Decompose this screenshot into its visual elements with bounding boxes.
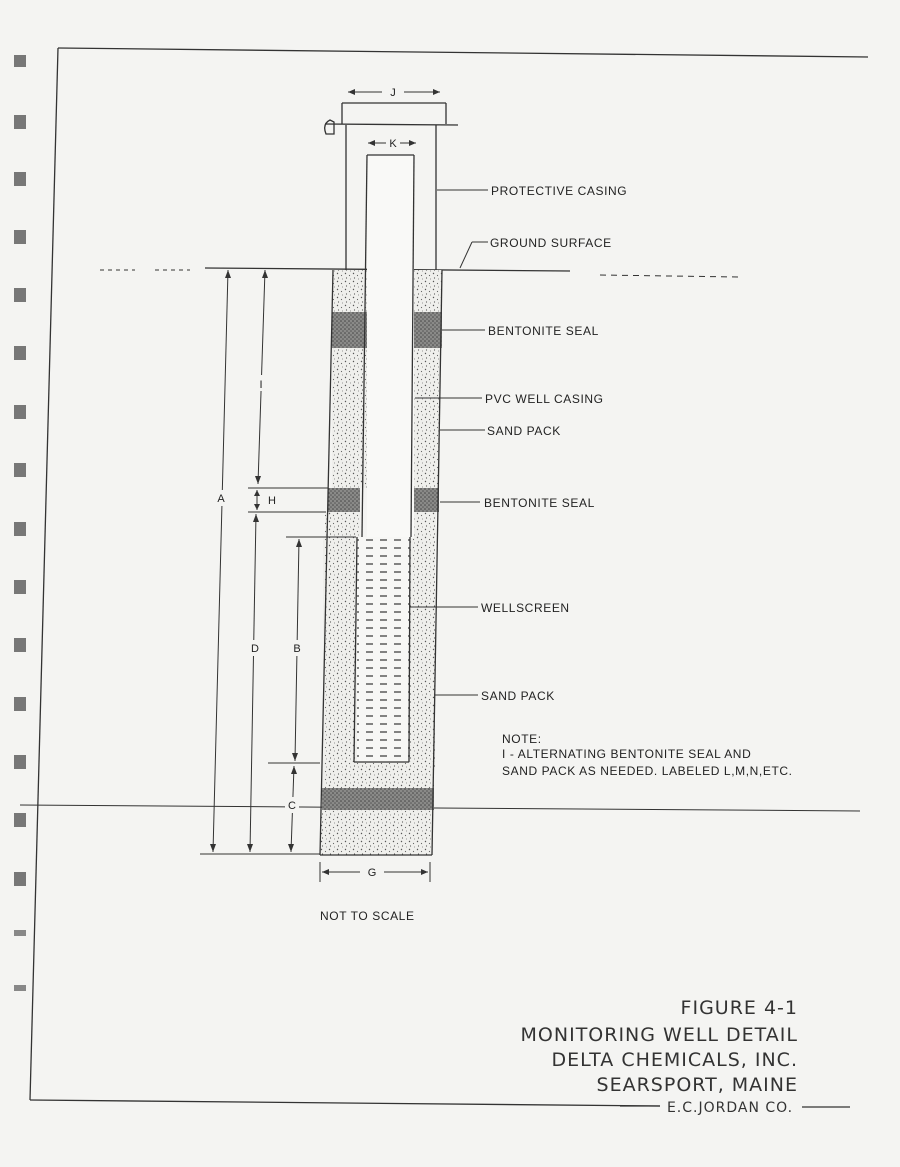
company-name: DELTA CHEMICALS, INC.: [551, 1049, 798, 1071]
dimension-j: [348, 87, 440, 99]
dimension-k: [368, 138, 416, 150]
not-to-scale-note: NOT TO SCALE: [320, 909, 415, 923]
annulus-sand-pack-base: [320, 810, 432, 855]
label-bentonite-seal-middle: BENTONITE SEAL: [484, 496, 595, 510]
dimension-h: [248, 488, 328, 512]
dim-b-label: B: [293, 643, 301, 655]
figure-number: FIGURE 4-1: [680, 997, 798, 1019]
label-pvc-well-casing: PVC WELL CASING: [485, 392, 604, 406]
bentonite-seal-bottom: [322, 788, 434, 810]
dim-a-label: A: [217, 493, 225, 505]
dimension-a: [210, 270, 231, 852]
annulus-sand-pack-upper-right: [412, 270, 442, 488]
label-sand-pack-lower: SAND PACK: [481, 689, 555, 703]
protective-casing-cap: [325, 103, 458, 134]
note-block: [502, 732, 793, 778]
dim-i-label: I: [259, 379, 263, 391]
dimension-c: [200, 766, 320, 854]
note-line-2: SAND PACK AS NEEDED. LABELED L,M,N,ETC.: [502, 764, 793, 778]
dimension-i: [254, 270, 268, 484]
figure-title: MONITORING WELL DETAIL: [520, 1024, 798, 1046]
dim-k-label: K: [389, 138, 397, 150]
site-location: SEARSPORT, MAINE: [596, 1074, 798, 1096]
note-heading: NOTE:: [502, 732, 542, 746]
note-line-1: I - ALTERNATING BENTONITE SEAL AND: [502, 747, 752, 761]
label-bentonite-seal-upper: BENTONITE SEAL: [488, 324, 599, 338]
dim-j-label: J: [390, 87, 396, 99]
title-block: [521, 997, 850, 1116]
wellscreen: [354, 537, 410, 762]
sheet-border: [20, 48, 868, 1106]
firm-name: E.C.JORDAN CO.: [666, 1100, 794, 1116]
annulus-sand-pack-upper-left: [332, 270, 367, 488]
dimension-d: [247, 514, 261, 852]
dim-d-label: D: [251, 643, 259, 655]
label-sand-pack-upper: SAND PACK: [487, 424, 561, 438]
binder-marks: [14, 55, 26, 991]
pvc-well-casing: [362, 155, 414, 538]
dim-g-label: G: [367, 867, 377, 879]
dim-c-label: C: [288, 800, 296, 812]
label-ground-surface: GROUND SURFACE: [490, 236, 612, 250]
dim-h-label: H: [268, 495, 276, 507]
label-wellscreen: WELLSCREEN: [481, 601, 570, 615]
label-protective-casing: PROTECTIVE CASING: [491, 184, 628, 198]
dimension-g: [320, 862, 430, 882]
